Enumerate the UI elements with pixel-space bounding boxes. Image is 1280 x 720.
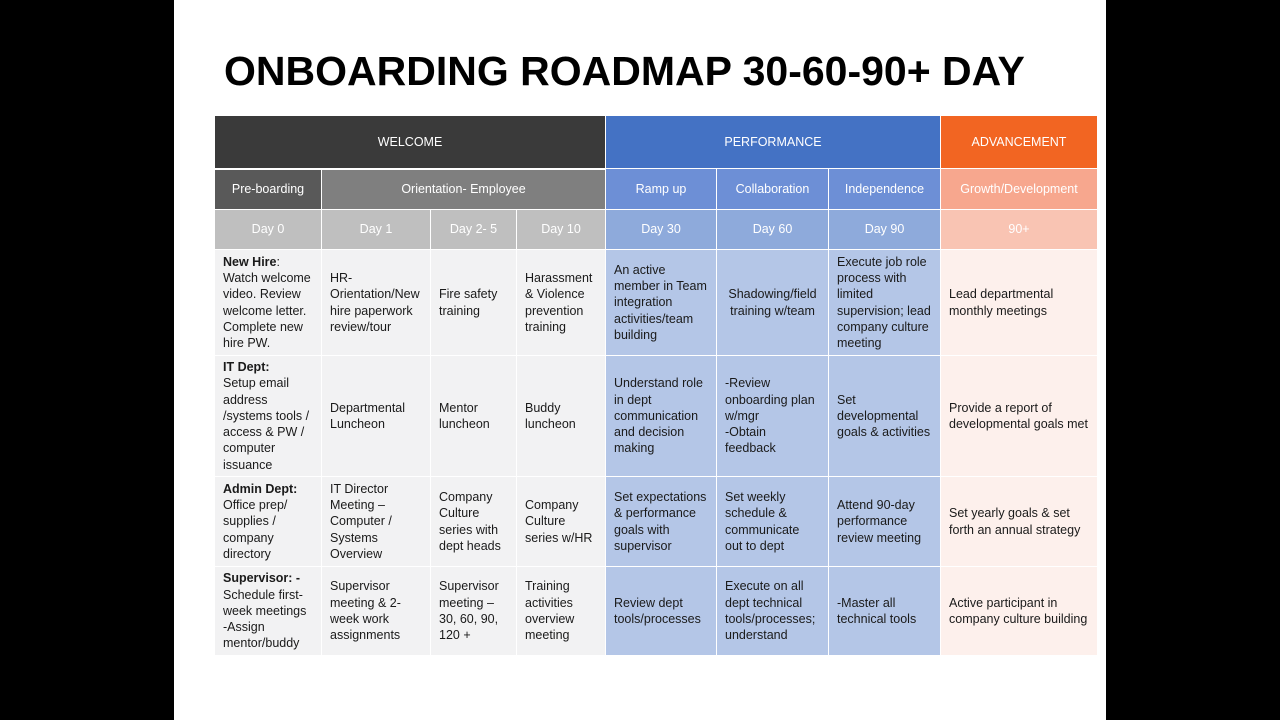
row-first-text: Setup email address /systems tools / access & PW / computer issuance (223, 376, 310, 472)
table-cell: Company Culture series w/HR (517, 477, 606, 567)
day-cell: Day 10 (517, 210, 606, 250)
table-cell: Shadowing/field training w/team (717, 250, 829, 356)
table-cell: Set weekly schedule & communicate out to dept (717, 477, 829, 567)
band-performance: PERFORMANCE (606, 116, 941, 169)
row-first-text: Watch welcome video. Review welcome letter. Complete new hire PW. (223, 270, 311, 351)
phase-row (215, 169, 1098, 210)
row-header-label: New Hire (223, 254, 277, 269)
table-cell: Supervisor meeting – 30, 60, 90, 120 + (431, 567, 517, 656)
table-cell: Mentor luncheon (431, 356, 517, 477)
table-cell: Set developmental goals & activities (829, 356, 941, 477)
row-header-cell (215, 477, 322, 567)
band-row (215, 116, 1098, 169)
row-header-cell (215, 567, 322, 656)
day-cell: Day 2- 5 (431, 210, 517, 250)
table-cell: Active participant in company culture building (941, 567, 1098, 656)
phase-collaboration: Collaboration (717, 169, 829, 210)
phase-independence: Independence (829, 169, 941, 210)
day-cell: Day 1 (322, 210, 431, 250)
row-first-text: Office prep/ supplies / company directory (223, 498, 288, 561)
table-cell: IT Director Meeting – Computer / Systems Overview (322, 477, 431, 567)
row-header-cell (215, 356, 322, 477)
day-cell: 90+ (941, 210, 1098, 250)
row-header-label: Supervisor: - (223, 571, 301, 586)
table-cell: Buddy luncheon (517, 356, 606, 477)
table-cell: Supervisor meeting & 2-week work assignments (322, 567, 431, 656)
roadmap-table (214, 115, 1098, 656)
table-cell: Execute on all dept technical tools/processes; understand (717, 567, 829, 656)
table-row (215, 477, 1098, 567)
table-cell: -Review onboarding plan w/mgr -Obtain feedback (717, 356, 829, 477)
table-cell: Set expectations & performance goals with supervisor (606, 477, 717, 567)
table-cell: An active member in Team integration activities/team building (606, 250, 717, 356)
day-cell: Day 90 (829, 210, 941, 250)
phase-orientation: Orientation- Employee (322, 169, 606, 210)
table-cell: Departmental Luncheon (322, 356, 431, 477)
row-header-suffix: : (276, 254, 280, 269)
table-cell: Understand role in dept communication and decision making (606, 356, 717, 477)
day-cell: Day 60 (717, 210, 829, 250)
table-cell: Training activities overview meeting (517, 567, 606, 656)
table-cell: Execute job role process with limited supervision; lead company culture meeting (829, 250, 941, 356)
table-cell: HR-Orientation/New hire paperwork review/tour (322, 250, 431, 356)
day-cell: Day 30 (606, 210, 717, 250)
phase-preboarding: Pre-boarding (215, 169, 322, 210)
table-cell: Fire safety training (431, 250, 517, 356)
table-row (215, 356, 1098, 477)
table-cell: Review dept tools/processes (606, 567, 717, 656)
table-cell: Lead departmental monthly meetings (941, 250, 1098, 356)
band-welcome: WELCOME (215, 116, 606, 169)
phase-growth: Growth/Development (941, 169, 1098, 210)
row-first-text: Schedule first-week meetings -Assign mentor/buddy (223, 587, 307, 651)
table-cell: -Master all technical tools (829, 567, 941, 656)
table-cell: Attend 90-day performance review meeting (829, 477, 941, 567)
table-row (215, 567, 1098, 656)
row-header-cell (215, 250, 322, 356)
page-title: ONBOARDING ROADMAP 30-60-90+ DAY (224, 48, 1025, 94)
day-cell: Day 0 (215, 210, 322, 250)
day-row (215, 210, 1098, 250)
row-header-label: IT Dept: (223, 359, 270, 374)
row-header-label: Admin Dept: (223, 481, 298, 496)
table-cell: Harassment & Violence prevention training (517, 250, 606, 356)
table-row (215, 250, 1098, 356)
band-advancement: ADVANCEMENT (941, 116, 1098, 169)
table-cell: Provide a report of developmental goals met (941, 356, 1098, 477)
phase-ramp-up: Ramp up (606, 169, 717, 210)
table-cell: Set yearly goals & set forth an annual strategy (941, 477, 1098, 567)
slide (174, 0, 1106, 720)
table-cell: Company Culture series with dept heads (431, 477, 517, 567)
